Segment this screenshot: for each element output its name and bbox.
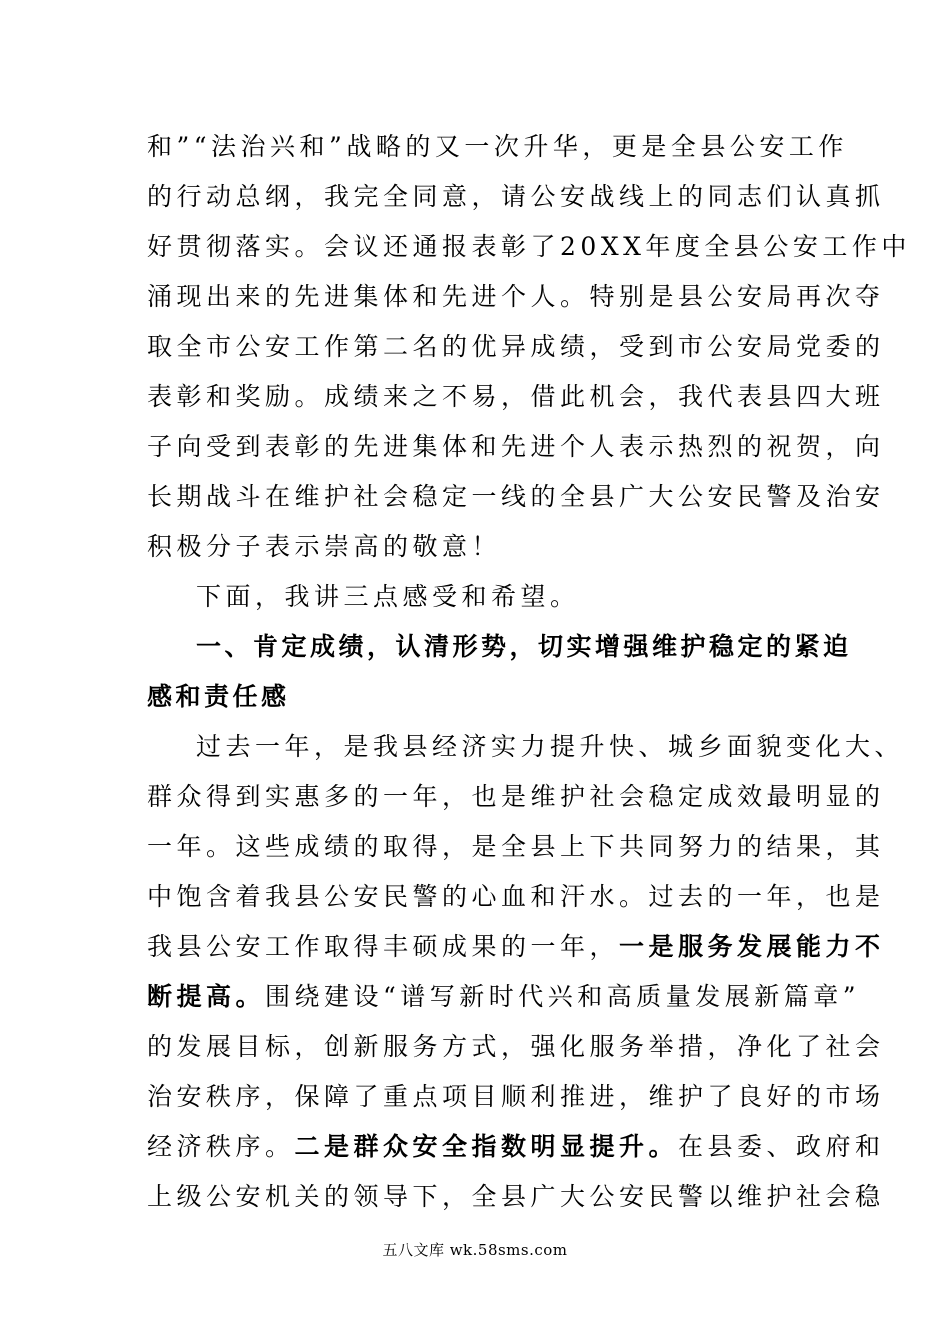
text-line: 积极分子表示崇高的敬意！ [147, 532, 502, 561]
text-line: 过去一年，是我县经济实力提升快、城乡面貌变化大、 [196, 732, 905, 761]
section-heading: 一、肯定成绩，认清形势，切实增强维护稳定的紧迫 [196, 632, 852, 661]
text-line: 子向受到表彰的先进集体和先进个人表示热烈的祝贺，向 [147, 432, 885, 461]
text-line: 下面，我讲三点感受和希望。 [196, 582, 580, 611]
text-line: 治安秩序，保障了重点项目顺利推进，维护了良好的市场 [147, 1082, 885, 1111]
text-line: 长期战斗在维护社会稳定一线的全县广大公安民警及治安 [147, 482, 885, 511]
text-segment: 在县委、政府和 [678, 1132, 885, 1161]
text-line [147, 931, 885, 963]
text-line: 涌现出来的先进集体和先进个人。特别是县公安局再次夺 [147, 282, 885, 311]
text-line: 的行动总纲，我完全同意，请公安战线上的同志们认真抓 [147, 182, 885, 211]
bold-text-segment: 一是服务发展能力不 [619, 932, 885, 961]
text-line: 表彰和奖励。成绩来之不易，借此机会，我代表县四大班 [147, 382, 885, 411]
text-segment: 围绕建设“谱写新时代兴和高质量发展新篇章” [265, 982, 861, 1011]
footer-watermark: 五八文库 wk.58sms.com [382, 1241, 568, 1259]
text-line [147, 981, 861, 1013]
text-line: 上级公安机关的领导下，全县广大公安民警以维护社会稳 [147, 1182, 885, 1211]
text-line: 一年。这些成绩的取得，是全县上下共同努力的结果，其 [147, 832, 885, 861]
text-segment: 我县公安工作取得丰硕成果的一年， [147, 932, 620, 961]
bold-text-segment: 断提高。 [147, 982, 266, 1011]
text-line [147, 1131, 885, 1163]
text-segment: 经济秩序。 [147, 1132, 295, 1161]
text-line: 好贯彻落实。会议还通报表彰了20XX年度全县公安工作中 [147, 232, 911, 261]
text-line: 中饱含着我县公安民警的心血和汗水。过去的一年，也是 [147, 882, 885, 911]
bold-text-segment: 二是群众安全指数明显提升。 [294, 1132, 679, 1161]
text-line: 的发展目标，创新服务方式，强化服务举措，净化了社会 [147, 1032, 885, 1061]
section-heading-continued: 感和责任感 [147, 682, 290, 711]
text-line: 和”“法治兴和”战略的又一次升华，更是全县公安工作 [147, 132, 848, 161]
text-line: 取全市公安工作第二名的优异成绩，受到市公安局党委的 [147, 332, 885, 361]
text-line: 群众得到实惠多的一年，也是维护社会稳定成效最明显的 [147, 782, 885, 811]
